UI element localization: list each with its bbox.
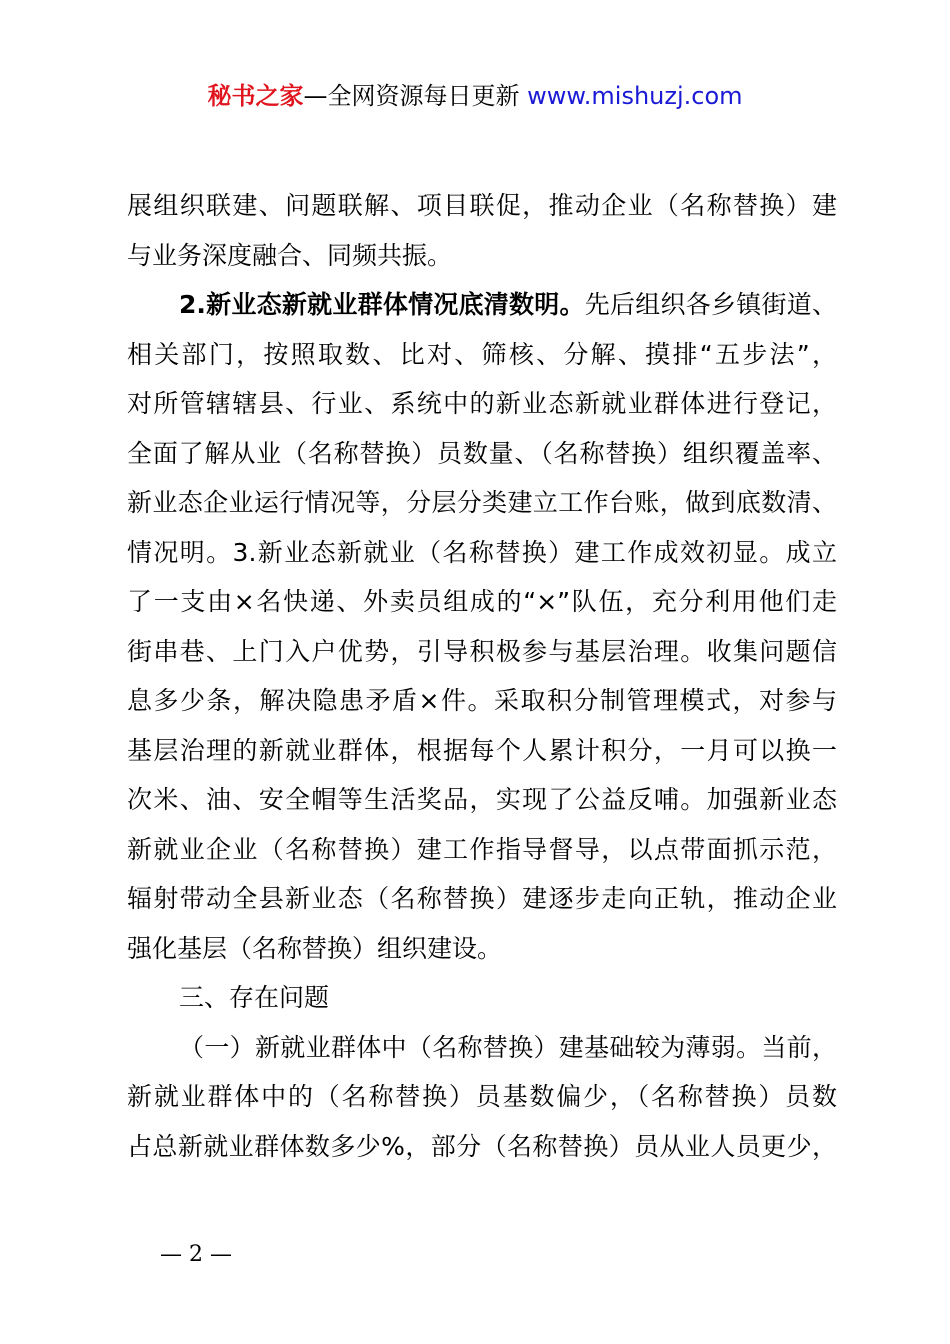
body-line: 了一支由×名快递、外卖员组成的“×”队伍，充分利用他们走 [127,587,837,616]
body-line: 基层治理的新就业群体，根据每个人累计积分，一月可以换一 [127,735,837,765]
body-line: 对所管辖辖县、行业、系统中的新业态新就业群体进行登记， [127,389,837,418]
body-line: 新就业群体中的（名称替换）员基数偏少，（名称替换）员数 [127,1082,837,1111]
paragraph-heading: 2.新业态新就业群体情况底清数明。 [179,290,585,319]
body-line: 息多少条，解决隐患矛盾×件。采取积分制管理模式，对参与 [127,686,837,715]
page-number: — 2 — [160,1242,232,1267]
body-line: 新就业企业（名称替换）建工作指导督导，以点带面抓示范， [127,834,837,864]
body-line: 与业务深度融合、同频共振。 [127,240,453,270]
body-line: （一）新就业群体中（名称替换）建基础较为薄弱。当前， [179,1032,837,1062]
body-line: 情况明。3.新业态新就业（名称替换）建工作成效初显。成立 [127,537,837,567]
body-line: 街串巷、上门入户优势，引导积极参与基层治理。收集问题信 [127,636,837,666]
body-line: 相关部门，按照取数、比对、筛核、分解、摸排“五步法”， [127,339,837,369]
body-line: 全面了解从业（名称替换）员数量、（名称替换）组织覆盖率、 [127,438,837,468]
header-tagline: —全网资源每日更新 [303,82,528,110]
paragraph-heading-rest: 先后组织各乡镇街道、 [584,290,837,319]
body-line: 新业态企业运行情况等，分层分类建立工作台账，做到底数清、 [127,488,837,517]
paragraph-heading-line [127,280,837,330]
body-line: 占总新就业群体数多少%，部分（名称替换）员从业人员更少， [127,1131,837,1161]
body-line: 辐射带动全县新业态（名称替换）建逐步走向正轨，推动企业 [127,884,837,913]
body-line: 强化基层（名称替换）组织建设。 [127,933,503,963]
header-brand: 秘书之家 [207,82,304,110]
header-url[interactable]: www.mishuzj.com [527,82,743,110]
section-heading: 三、存在问题 [179,983,330,1012]
site-header [0,80,950,112]
body-line: 次米、油、安全帽等生活奖品，实现了公益反哺。加强新业态 [127,785,837,814]
body-line: 展组织联建、问题联解、项目联促，推动企业（名称替换）建 [127,191,837,220]
document-body [127,181,837,1171]
